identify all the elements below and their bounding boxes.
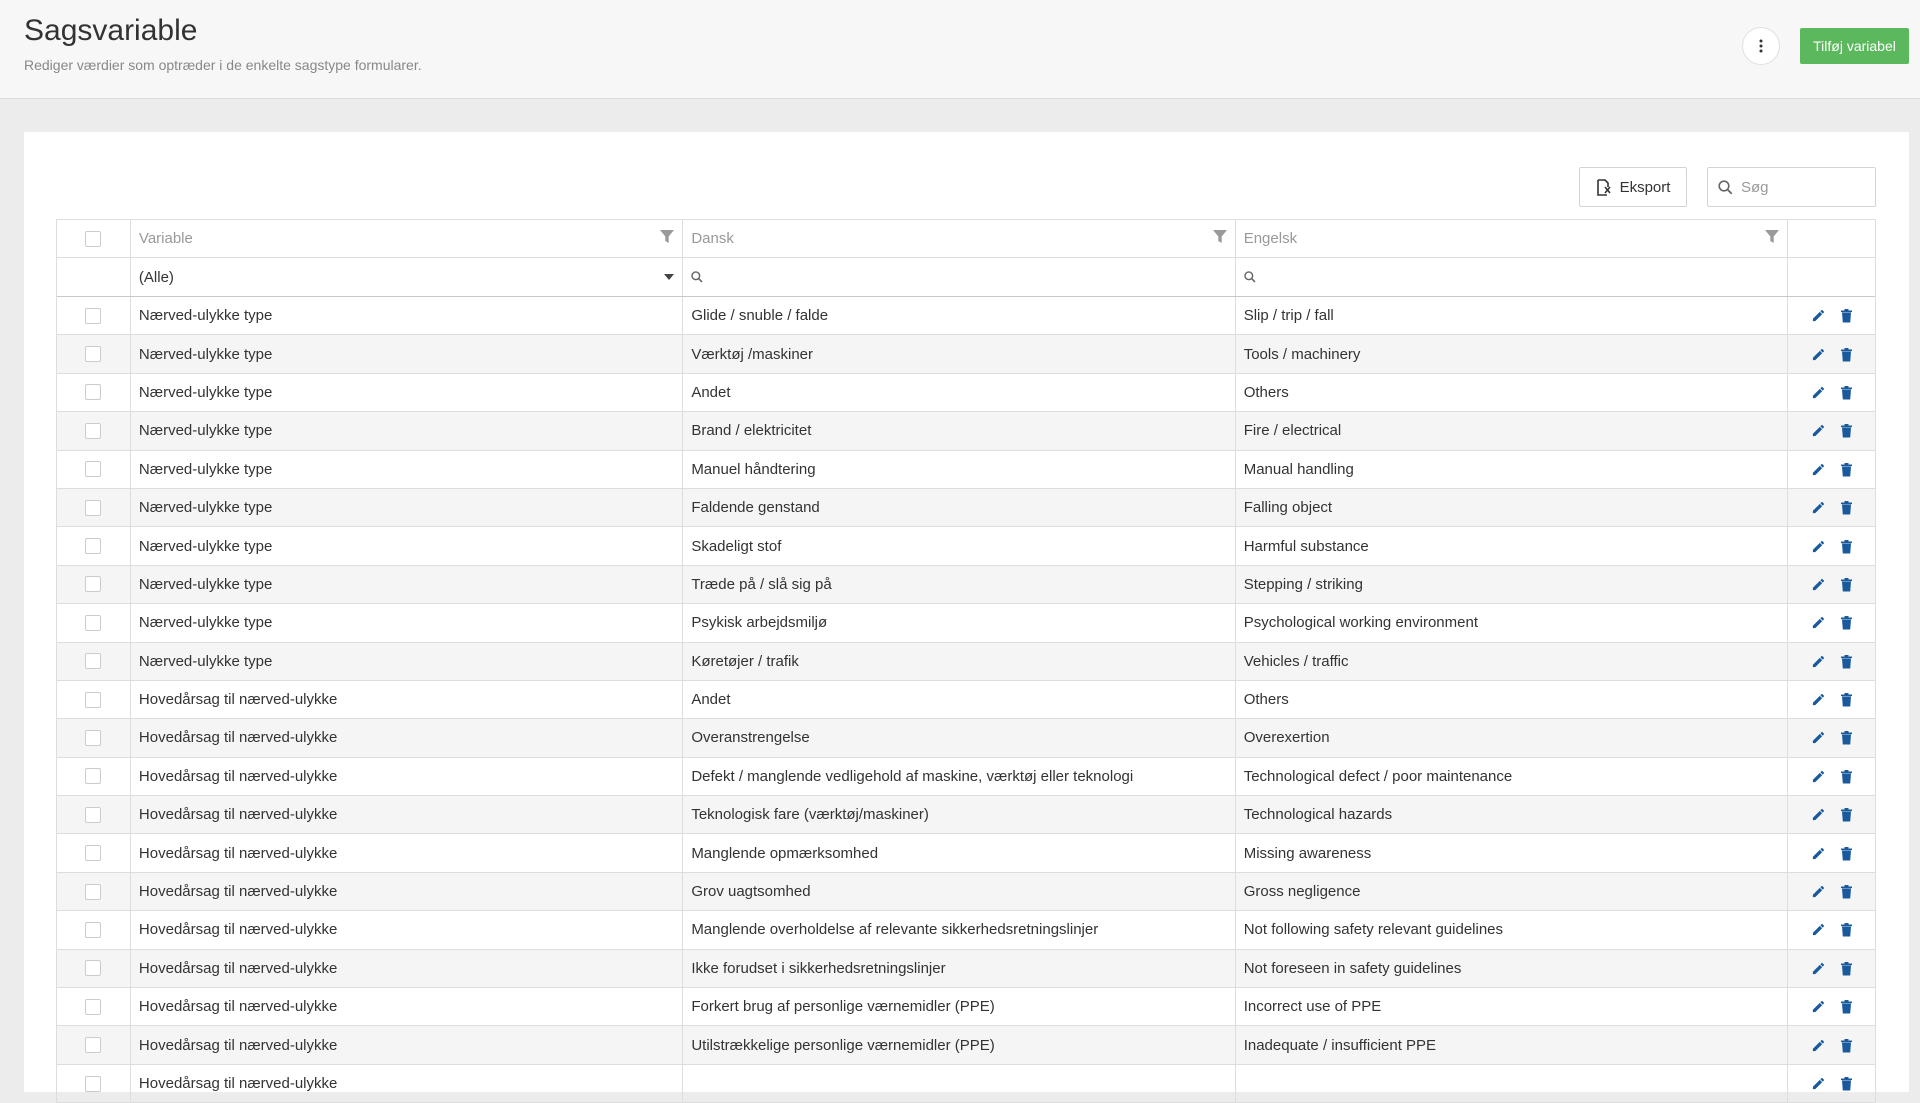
search-box[interactable] bbox=[1707, 167, 1876, 207]
cell-variable: Hovedårsag til nærved-ulykke bbox=[131, 758, 683, 795]
cell-dansk: Andet bbox=[683, 681, 1235, 718]
row-checkbox[interactable] bbox=[85, 1076, 101, 1092]
cell-variable: Hovedårsag til nærved-ulykke bbox=[131, 950, 683, 987]
trash-icon[interactable] bbox=[1840, 308, 1853, 323]
edit-icon[interactable] bbox=[1811, 846, 1826, 861]
cell-dansk: Faldende genstand bbox=[683, 489, 1235, 526]
table-row[interactable] bbox=[57, 297, 1875, 335]
row-actions bbox=[1788, 297, 1875, 334]
cell-engelsk: Others bbox=[1236, 681, 1788, 718]
column-header-variable[interactable] bbox=[131, 220, 683, 257]
filter-row bbox=[57, 258, 1875, 297]
cell-variable: Hovedårsag til nærved-ulykke bbox=[131, 796, 683, 833]
row-actions bbox=[1788, 566, 1875, 603]
cell-engelsk: Manual handling bbox=[1236, 451, 1788, 488]
cell-dansk: Overanstrengelse bbox=[683, 719, 1235, 756]
cell-variable: Nærved-ulykke type bbox=[131, 297, 683, 334]
trash-icon[interactable] bbox=[1840, 654, 1853, 669]
cell-variable: Hovedårsag til nærved-ulykke bbox=[131, 719, 683, 756]
cell-engelsk: Not foreseen in safety guidelines bbox=[1236, 950, 1788, 987]
row-checkbox[interactable] bbox=[85, 576, 101, 592]
add-variable-button[interactable]: Tilføj variabel bbox=[1800, 28, 1909, 64]
cell-variable: Hovedårsag til nærved-ulykke bbox=[131, 1026, 683, 1063]
row-actions bbox=[1788, 604, 1875, 641]
row-actions bbox=[1788, 834, 1875, 871]
cell-dansk: Manglende opmærksomhed bbox=[683, 834, 1235, 871]
table-row[interactable] bbox=[57, 412, 1875, 450]
row-checkbox-cell bbox=[57, 1026, 131, 1063]
table-row[interactable] bbox=[57, 911, 1875, 949]
cell-dansk bbox=[683, 1065, 1235, 1102]
row-actions bbox=[1788, 489, 1875, 526]
edit-icon[interactable] bbox=[1811, 999, 1826, 1014]
row-checkbox-cell bbox=[57, 911, 131, 948]
row-actions bbox=[1788, 758, 1875, 795]
row-checkbox[interactable] bbox=[85, 461, 101, 477]
caret-down-icon bbox=[664, 274, 674, 280]
column-header-label: Dansk bbox=[691, 230, 734, 247]
trash-icon[interactable] bbox=[1840, 577, 1853, 592]
row-checkbox[interactable] bbox=[85, 807, 101, 823]
variable-filter-select[interactable] bbox=[131, 258, 683, 296]
table-row[interactable] bbox=[57, 1065, 1875, 1103]
row-checkbox[interactable] bbox=[85, 845, 101, 861]
edit-icon[interactable] bbox=[1811, 807, 1826, 822]
cell-engelsk bbox=[1236, 1065, 1788, 1102]
cell-variable: Nærved-ulykke type bbox=[131, 374, 683, 411]
edit-icon[interactable] bbox=[1811, 692, 1826, 707]
variable-filter-value: (Alle) bbox=[138, 268, 174, 286]
column-header-engelsk[interactable] bbox=[1236, 220, 1788, 257]
cell-dansk: Andet bbox=[683, 374, 1235, 411]
row-checkbox[interactable] bbox=[85, 999, 101, 1015]
row-actions bbox=[1788, 643, 1875, 680]
row-actions bbox=[1788, 412, 1875, 449]
cell-engelsk: Overexertion bbox=[1236, 719, 1788, 756]
cell-dansk: Glide / snuble / falde bbox=[683, 297, 1235, 334]
trash-icon[interactable] bbox=[1840, 999, 1853, 1014]
table-row[interactable] bbox=[57, 834, 1875, 872]
cell-dansk: Skadeligt stof bbox=[683, 527, 1235, 564]
edit-icon[interactable] bbox=[1811, 615, 1826, 630]
row-checkbox[interactable] bbox=[85, 653, 101, 669]
cell-dansk: Defekt / manglende vedligehold af maskine, værktøj eller teknologi bbox=[683, 758, 1235, 795]
table-row[interactable] bbox=[57, 873, 1875, 911]
table-body bbox=[57, 297, 1875, 1103]
select-all-cell bbox=[57, 220, 131, 257]
cell-variable: Nærved-ulykke type bbox=[131, 604, 683, 641]
header-row bbox=[57, 220, 1875, 258]
search-input[interactable] bbox=[1741, 179, 1861, 196]
export-button[interactable] bbox=[1579, 167, 1687, 207]
edit-icon[interactable] bbox=[1811, 500, 1826, 515]
export-icon bbox=[1596, 179, 1612, 196]
column-header-dansk[interactable] bbox=[683, 220, 1235, 257]
row-checkbox[interactable] bbox=[85, 960, 101, 976]
table-row[interactable] bbox=[57, 604, 1875, 642]
table-row[interactable] bbox=[57, 566, 1875, 604]
edit-icon[interactable] bbox=[1811, 423, 1826, 438]
dansk-filter[interactable] bbox=[683, 258, 1235, 296]
select-all-checkbox[interactable] bbox=[85, 231, 101, 247]
search-icon bbox=[1718, 180, 1733, 195]
row-checkbox-cell bbox=[57, 566, 131, 603]
row-checkbox[interactable] bbox=[85, 308, 101, 324]
cell-engelsk: Technological hazards bbox=[1236, 796, 1788, 833]
row-checkbox-cell bbox=[57, 681, 131, 718]
row-actions bbox=[1788, 988, 1875, 1025]
more-options-button[interactable] bbox=[1742, 27, 1780, 65]
trash-icon[interactable] bbox=[1840, 347, 1853, 362]
actions-header bbox=[1788, 220, 1875, 257]
page-subtitle: Rediger værdier som optræder i de enkelte sagstype formularer. bbox=[24, 57, 422, 73]
table-row[interactable] bbox=[57, 681, 1875, 719]
cell-variable: Hovedårsag til nærved-ulykke bbox=[131, 873, 683, 910]
trash-icon[interactable] bbox=[1840, 922, 1853, 937]
row-actions bbox=[1788, 1026, 1875, 1063]
cell-engelsk: Harmful substance bbox=[1236, 527, 1788, 564]
cell-variable: Nærved-ulykke type bbox=[131, 451, 683, 488]
edit-icon[interactable] bbox=[1811, 884, 1826, 899]
cell-dansk: Brand / elektricitet bbox=[683, 412, 1235, 449]
cell-engelsk: Inadequate / insufficient PPE bbox=[1236, 1026, 1788, 1063]
row-checkbox[interactable] bbox=[85, 615, 101, 631]
row-checkbox-cell bbox=[57, 950, 131, 987]
column-header-label: Variable bbox=[138, 230, 193, 247]
trash-icon[interactable] bbox=[1840, 385, 1853, 400]
row-checkbox[interactable] bbox=[85, 538, 101, 554]
cell-variable: Nærved-ulykke type bbox=[131, 566, 683, 603]
filter-spacer bbox=[57, 258, 131, 296]
row-actions bbox=[1788, 950, 1875, 987]
row-actions bbox=[1788, 873, 1875, 910]
cell-variable: Nærved-ulykke type bbox=[131, 643, 683, 680]
cell-engelsk: Vehicles / traffic bbox=[1236, 643, 1788, 680]
row-checkbox-cell bbox=[57, 489, 131, 526]
engelsk-filter-input[interactable] bbox=[1262, 269, 1744, 285]
export-label: Eksport bbox=[1619, 178, 1671, 196]
search-icon bbox=[1244, 271, 1256, 283]
edit-icon[interactable] bbox=[1811, 577, 1826, 592]
trash-icon[interactable] bbox=[1840, 1076, 1853, 1091]
cell-dansk: Grov uagtsomhed bbox=[683, 873, 1235, 910]
row-actions bbox=[1788, 451, 1875, 488]
edit-icon[interactable] bbox=[1811, 308, 1826, 323]
trash-icon[interactable] bbox=[1840, 1038, 1853, 1053]
row-checkbox-cell bbox=[57, 873, 131, 910]
edit-icon[interactable] bbox=[1811, 1076, 1826, 1091]
cell-engelsk: Gross negligence bbox=[1236, 873, 1788, 910]
cell-dansk: Køretøjer / trafik bbox=[683, 643, 1235, 680]
row-checkbox-cell bbox=[57, 412, 131, 449]
cell-variable: Nærved-ulykke type bbox=[131, 489, 683, 526]
cell-engelsk: Psychological working environment bbox=[1236, 604, 1788, 641]
row-checkbox[interactable] bbox=[85, 922, 101, 938]
table-row[interactable] bbox=[57, 950, 1875, 988]
row-actions bbox=[1788, 335, 1875, 372]
cell-engelsk: Technological defect / poor maintenance bbox=[1236, 758, 1788, 795]
row-checkbox[interactable] bbox=[85, 384, 101, 400]
row-actions bbox=[1788, 1065, 1875, 1102]
trash-icon[interactable] bbox=[1840, 692, 1853, 707]
cell-dansk: Manuel håndtering bbox=[683, 451, 1235, 488]
edit-icon[interactable] bbox=[1811, 462, 1826, 477]
cell-engelsk: Missing awareness bbox=[1236, 834, 1788, 871]
row-actions bbox=[1788, 374, 1875, 411]
dansk-filter-input[interactable] bbox=[709, 269, 1191, 285]
row-checkbox-cell bbox=[57, 1065, 131, 1102]
row-checkbox-cell bbox=[57, 719, 131, 756]
cell-engelsk: Incorrect use of PPE bbox=[1236, 988, 1788, 1025]
row-actions bbox=[1788, 719, 1875, 756]
table-row[interactable] bbox=[57, 1026, 1875, 1064]
row-checkbox-cell bbox=[57, 796, 131, 833]
row-checkbox[interactable] bbox=[85, 423, 101, 439]
edit-icon[interactable] bbox=[1811, 961, 1826, 976]
trash-icon[interactable] bbox=[1840, 539, 1853, 554]
more-vertical-icon bbox=[1759, 39, 1763, 53]
edit-icon[interactable] bbox=[1811, 769, 1826, 784]
cell-variable: Nærved-ulykke type bbox=[131, 527, 683, 564]
cell-engelsk: Tools / machinery bbox=[1236, 335, 1788, 372]
row-checkbox-cell bbox=[57, 758, 131, 795]
row-actions bbox=[1788, 681, 1875, 718]
trash-icon[interactable] bbox=[1840, 807, 1853, 822]
trash-icon[interactable] bbox=[1840, 769, 1853, 784]
cell-dansk: Værktøj /maskiner bbox=[683, 335, 1235, 372]
row-checkbox[interactable] bbox=[85, 730, 101, 746]
content-panel bbox=[24, 132, 1909, 1092]
row-checkbox-cell bbox=[57, 834, 131, 871]
cell-dansk: Træde på / slå sig på bbox=[683, 566, 1235, 603]
trash-icon[interactable] bbox=[1840, 884, 1853, 899]
trash-icon[interactable] bbox=[1840, 846, 1853, 861]
row-actions bbox=[1788, 527, 1875, 564]
trash-icon[interactable] bbox=[1840, 423, 1853, 438]
table-row[interactable] bbox=[57, 374, 1875, 412]
edit-icon[interactable] bbox=[1811, 1038, 1826, 1053]
table-row[interactable] bbox=[57, 988, 1875, 1026]
row-actions bbox=[1788, 796, 1875, 833]
table-row[interactable] bbox=[57, 758, 1875, 796]
cell-engelsk: Stepping / striking bbox=[1236, 566, 1788, 603]
cell-variable: Nærved-ulykke type bbox=[131, 335, 683, 372]
table-row[interactable] bbox=[57, 451, 1875, 489]
page-title: Sagsvariable bbox=[24, 14, 198, 47]
row-checkbox-cell bbox=[57, 527, 131, 564]
row-checkbox[interactable] bbox=[85, 884, 101, 900]
trash-icon[interactable] bbox=[1840, 615, 1853, 630]
table-row[interactable] bbox=[57, 796, 1875, 834]
cell-engelsk: Others bbox=[1236, 374, 1788, 411]
edit-icon[interactable] bbox=[1811, 347, 1826, 362]
trash-icon[interactable] bbox=[1840, 462, 1853, 477]
row-checkbox-cell bbox=[57, 604, 131, 641]
edit-icon[interactable] bbox=[1811, 730, 1826, 745]
table-row[interactable] bbox=[57, 719, 1875, 757]
edit-icon[interactable] bbox=[1811, 385, 1826, 400]
edit-icon[interactable] bbox=[1811, 922, 1826, 937]
trash-icon[interactable] bbox=[1840, 500, 1853, 515]
cell-dansk: Teknologisk fare (værktøj/maskiner) bbox=[683, 796, 1235, 833]
page-header bbox=[0, 0, 1920, 99]
cell-variable: Hovedårsag til nærved-ulykke bbox=[131, 988, 683, 1025]
row-checkbox-cell bbox=[57, 335, 131, 372]
filter-icon[interactable] bbox=[1213, 230, 1227, 244]
cell-dansk: Manglende overholdelse af relevante sikkerhedsretningslinjer bbox=[683, 911, 1235, 948]
cell-variable: Hovedårsag til nærved-ulykke bbox=[131, 834, 683, 871]
cell-dansk: Ikke forudset i sikkerhedsretningslinjer bbox=[683, 950, 1235, 987]
trash-icon[interactable] bbox=[1840, 730, 1853, 745]
row-checkbox-cell bbox=[57, 988, 131, 1025]
cell-variable: Hovedårsag til nærved-ulykke bbox=[131, 1065, 683, 1102]
row-actions bbox=[1788, 911, 1875, 948]
row-checkbox-cell bbox=[57, 297, 131, 334]
cell-engelsk: Fire / electrical bbox=[1236, 412, 1788, 449]
table-row[interactable] bbox=[57, 527, 1875, 565]
column-header-label: Engelsk bbox=[1243, 230, 1298, 247]
table-row[interactable] bbox=[57, 643, 1875, 681]
cell-engelsk: Slip / trip / fall bbox=[1236, 297, 1788, 334]
data-grid bbox=[56, 219, 1876, 1103]
row-checkbox[interactable] bbox=[85, 768, 101, 784]
row-checkbox[interactable] bbox=[85, 1037, 101, 1053]
cell-dansk: Psykisk arbejdsmiljø bbox=[683, 604, 1235, 641]
filter-spacer bbox=[1788, 258, 1875, 296]
filter-icon[interactable] bbox=[660, 230, 674, 244]
row-checkbox-cell bbox=[57, 643, 131, 680]
table-row[interactable] bbox=[57, 489, 1875, 527]
cell-engelsk: Falling object bbox=[1236, 489, 1788, 526]
table-row[interactable] bbox=[57, 335, 1875, 373]
cell-engelsk: Not following safety relevant guidelines bbox=[1236, 911, 1788, 948]
cell-variable: Hovedårsag til nærved-ulykke bbox=[131, 681, 683, 718]
cell-variable: Nærved-ulykke type bbox=[131, 412, 683, 449]
row-checkbox[interactable] bbox=[85, 346, 101, 362]
trash-icon[interactable] bbox=[1840, 961, 1853, 976]
edit-icon[interactable] bbox=[1811, 539, 1826, 554]
cell-dansk: Forkert brug af personlige værnemidler (PPE) bbox=[683, 988, 1235, 1025]
engelsk-filter[interactable] bbox=[1236, 258, 1788, 296]
row-checkbox[interactable] bbox=[85, 500, 101, 516]
cell-dansk: Utilstrækkelige personlige værnemidler (PPE) bbox=[683, 1026, 1235, 1063]
filter-icon[interactable] bbox=[1765, 230, 1779, 244]
row-checkbox-cell bbox=[57, 374, 131, 411]
row-checkbox[interactable] bbox=[85, 692, 101, 708]
edit-icon[interactable] bbox=[1811, 654, 1826, 669]
search-icon bbox=[691, 271, 703, 283]
row-checkbox-cell bbox=[57, 451, 131, 488]
cell-variable: Hovedårsag til nærved-ulykke bbox=[131, 911, 683, 948]
